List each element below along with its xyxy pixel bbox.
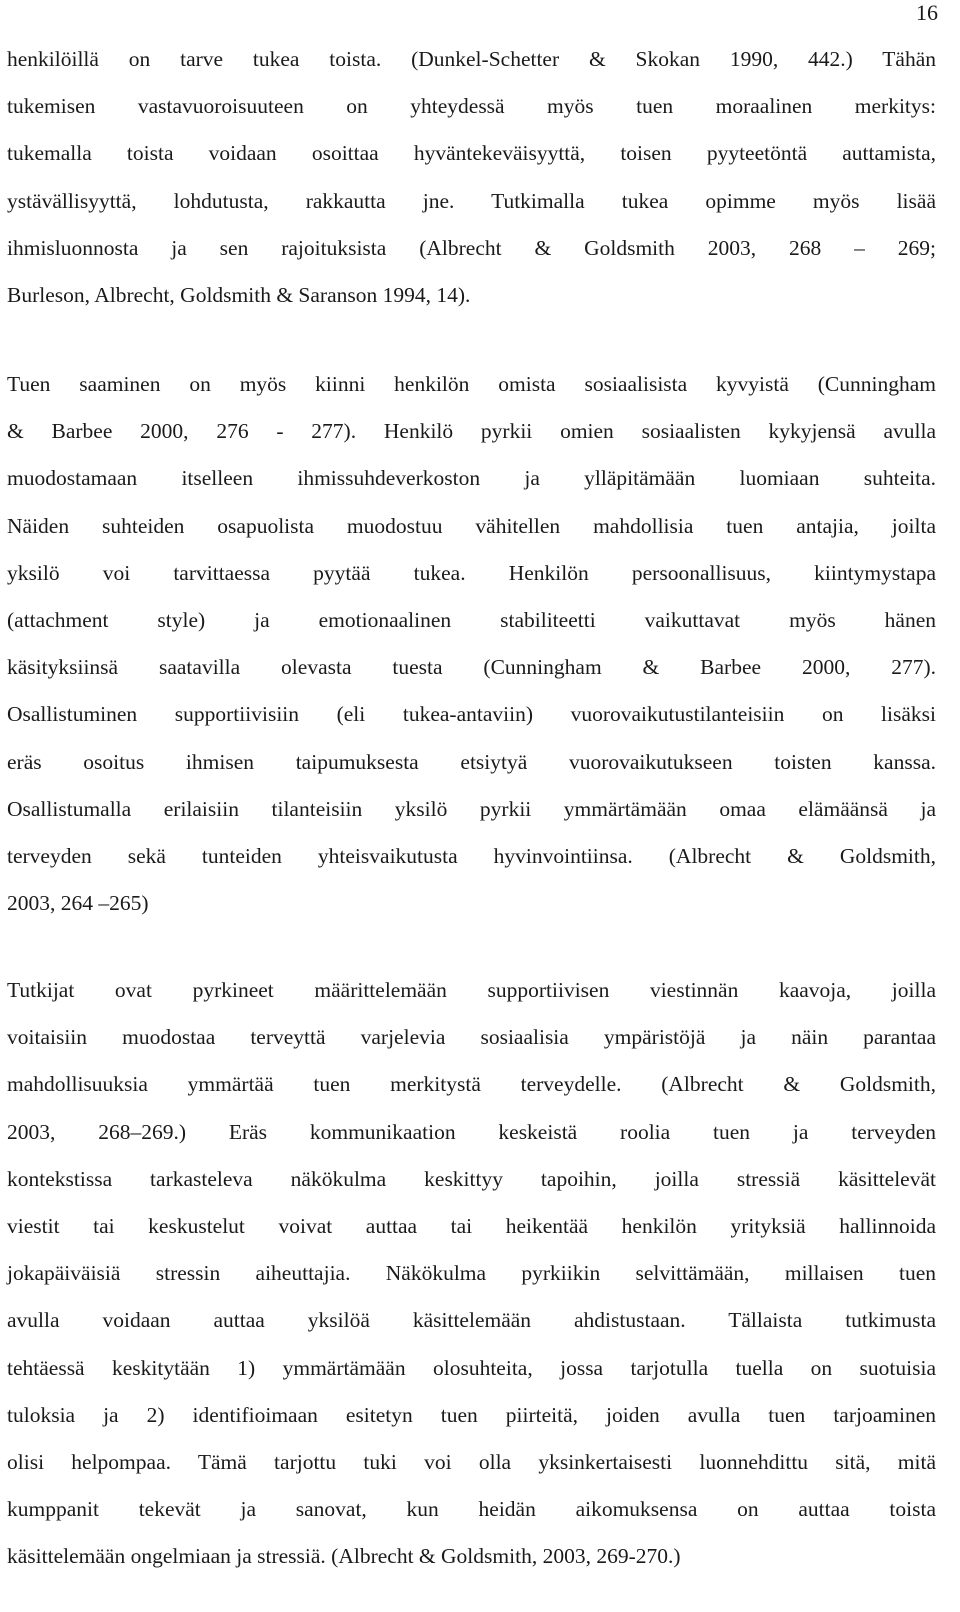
paragraph: [7, 967, 936, 1580]
text-line: käsityksiinsä saatavilla olevasta tuesta (Cunningham & Barbee 2000, 277).: [7, 655, 936, 680]
text-line: mahdollisuuksia ymmärtää tuen merkitystä terveydelle. (Albrecht & Goldsmith,: [7, 1072, 936, 1097]
text-line: Burleson, Albrecht, Goldsmith & Saranson 1994, 14).: [7, 282, 471, 307]
text-line: olisi helpompaa. Tämä tarjottu tuki voi olla yksinkertaisesti luonnehdittu sitä, mitä: [7, 1449, 936, 1474]
text-line: Osallistumalla erilaisiin tilanteisiin yksilö pyrkii ymmärtämään omaa elämäänsä ja: [7, 796, 936, 821]
text-line: tukemisen vastavuoroisuuteen on yhteydessä myös tuen moraalinen merkitys:: [7, 94, 936, 119]
text-line: & Barbee 2000, 276 - 277). Henkilö pyrkii omien sosiaalisten kykyjensä avulla: [7, 419, 936, 444]
text-line: Osallistuminen supportiivisiin (eli tukea-antaviin) vuorovaikutustilanteisiin on lisäksi: [7, 702, 936, 727]
text-line: ystävällisyyttä, lohdutusta, rakkautta jne. Tutkimalla tukea opimme myös lisää: [7, 188, 936, 213]
text-line: voitaisiin muodostaa terveyttä varjelevia sosiaalisia ympäristöjä ja näin parantaa: [7, 1025, 936, 1050]
text-line: 2003, 268–269.) Eräs kommunikaation keskeistä roolia tuen ja terveyden: [7, 1119, 936, 1144]
text-line: tuloksia ja 2) identifioimaan esitetyn tuen piirteitä, joiden avulla tuen tarjoaminen: [7, 1402, 936, 1427]
text-line: Näiden suhteiden osapuolista muodostuu vähitellen mahdollisia tuen antajia, joilta: [7, 513, 936, 538]
text-line: Tuen saaminen on myös kiinni henkilön omista sosiaalisista kyvyistä (Cunningham: [7, 372, 936, 396]
text-line: tukemalla toista voidaan osoittaa hyväntekeväisyyttä, toisen pyyteetöntä auttamista,: [7, 141, 936, 166]
text-line: kumppanit tekevät ja sanovat, kun heidän aikomuksensa on auttaa toista: [7, 1497, 936, 1522]
text-line: Tutkijat ovat pyrkineet määrittelemään supportiivisen viestinnän kaavoja, joilla: [7, 978, 936, 1002]
text-line: käsittelemään ongelmiaan ja stressiä. (Albrecht & Goldsmith, 2003, 269-270.): [7, 1544, 681, 1569]
text-line: muodostamaan itselleen ihmissuhdeverkoston ja ylläpitämään luomiaan suhteita.: [7, 466, 936, 491]
text-line: 2003, 264 –265): [7, 891, 149, 916]
text-line: jokapäiväisiä stressin aiheuttajia. Näkökulma pyrkiikin selvittämään, millaisen tuen: [7, 1261, 936, 1286]
page-number: 16: [916, 0, 938, 25]
text-line: avulla voidaan auttaa yksilöä käsittelemään ahdistustaan. Tällaista tutkimusta: [7, 1308, 936, 1333]
paragraph: [7, 36, 936, 319]
text-line: kontekstissa tarkasteleva näkökulma keskittyy tapoihin, joilla stressiä käsittelevät: [7, 1166, 936, 1191]
text-line: yksilö voi tarvittaessa pyytää tukea. Henkilön persoonallisuus, kiintymystapa: [7, 560, 936, 585]
text-line: (attachment style) ja emotionaalinen stabiliteetti vaikuttavat myös hänen: [7, 607, 936, 632]
text-line: eräs osoitus ihmisen taipumuksesta etsiytyä vuorovaikutukseen toisten kanssa.: [7, 749, 936, 774]
paragraph: [7, 361, 936, 927]
text-line: henkilöillä on tarve tukea toista. (Dunkel-Schetter & Skokan 1990, 442.) Tähän: [7, 47, 936, 71]
text-line: terveyden sekä tunteiden yhteisvaikutusta hyvinvointiinsa. (Albrecht & Goldsmith,: [7, 843, 936, 868]
text-line: ihmisluonnosta ja sen rajoituksista (Albrecht & Goldsmith 2003, 268 – 269;: [7, 235, 936, 260]
text-line: viestit tai keskustelut voivat auttaa tai heikentää henkilön yrityksiä hallinnoida: [7, 1213, 936, 1238]
text-line: tehtäessä keskitytään 1) ymmärtämään olosuhteita, jossa tarjotulla tuella on suotuisia: [7, 1355, 936, 1380]
